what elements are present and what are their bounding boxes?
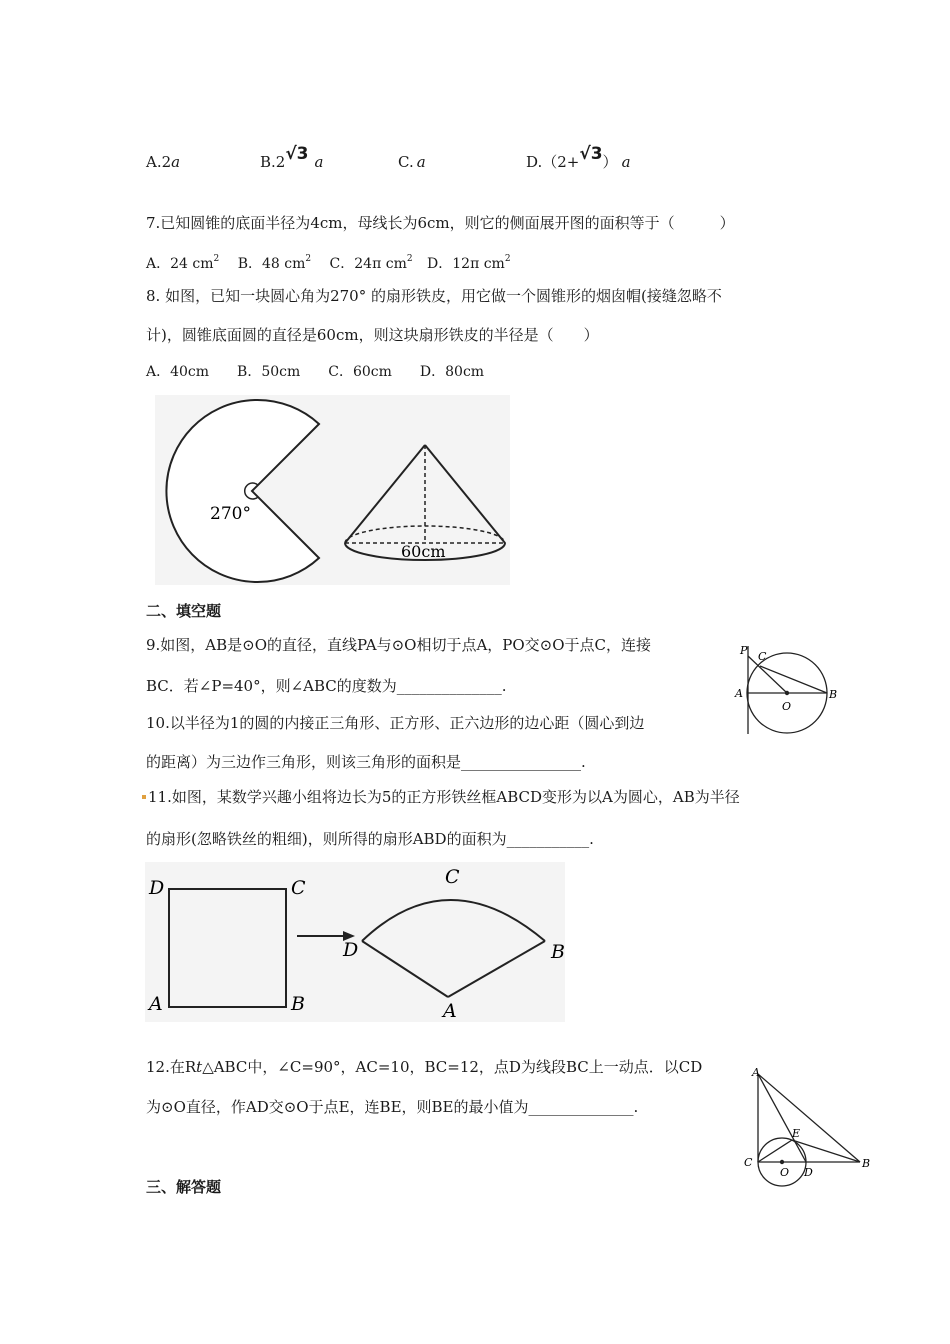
q9-line-bc [760, 666, 827, 693]
q12-label-c: C [744, 1156, 753, 1169]
q11-square-label-a: A [149, 993, 163, 1015]
section3-title: 三、解答题 [146, 1178, 222, 1196]
q8-figure [155, 395, 510, 585]
q9-line2: BC．若∠P=40°，则∠ABC的度数为______________. [146, 677, 507, 695]
q11-line1: 11.如图，某数学兴趣小组将边长为5的正方形铁丝框ABCD变形为以A为圆心，AB为半径 [148, 788, 740, 806]
q9-label-a: A [735, 687, 743, 700]
q12-figure [738, 1062, 876, 1192]
q11-square-label-c: C [291, 877, 306, 899]
q12-label-o: O [780, 1166, 790, 1179]
q9-label-p: P [740, 644, 748, 657]
q11-sector-label-b: B [551, 941, 565, 963]
q12-center-dot [780, 1160, 784, 1164]
q6-option-c: C. a [398, 153, 426, 171]
q8-stem-line1: 8. 如图，已知一块圆心角为270° 的扇形铁皮，用它做一个圆锥形的烟囱帽(接缝忽略不 [146, 287, 722, 305]
q11-sector-label-d: D [343, 939, 359, 961]
sector-angle-label: 270° [210, 504, 251, 524]
q12-label-e: E [792, 1127, 801, 1140]
section2-title: 二、填空题 [146, 602, 222, 620]
q12-line-ce [758, 1140, 792, 1162]
q11-sector-label-c: C [445, 866, 460, 888]
q12-label-d: D [804, 1166, 813, 1179]
q9-center-dot [785, 691, 789, 695]
margin-marker [142, 795, 146, 799]
q9-line1: 9.如图，AB是⊙O的直径，直线PA与⊙O相切于点A，PO交⊙O于点C，连接 [146, 636, 652, 654]
q6-option-d: D.（2+√3） a [526, 144, 631, 171]
q7-options: A．24 $cm^2$ B．48 $cm^2$ C．24π $cm^2$ D．12π $cm^2$ [146, 254, 511, 272]
q8-options: A．40cm B．50cm C．60cm D．80cm [146, 364, 485, 380]
q11-figure [145, 862, 565, 1022]
q9-label-c: C [758, 650, 767, 663]
q12-line1: 12.在Rt△ABC中，∠C=90°，AC=10，BC=12，点D为线段BC上一动点．以CD [146, 1058, 703, 1076]
q11-square-label-b: B [291, 993, 305, 1015]
q6-option-a: A.2a [146, 153, 181, 171]
q6-option-b: B.2√3 a [260, 144, 324, 171]
q12-line-be [792, 1140, 860, 1162]
q12-side-ab [758, 1074, 860, 1162]
q10-line1: 10.以半径为1的圆的内接正三角形、正方形、正六边形的边心距（圆心到边 [146, 714, 645, 732]
q7-stem: 7.已知圆锥的底面半径为4cm，母线长为6cm，则它的侧面展开图的面积等于（ ） [146, 214, 735, 232]
q8-stem-line2: 计)，圆锥底面圆的直径是60cm，则这块扇形铁皮的半径是（ ） [146, 326, 599, 344]
q11-square-label-d: D [149, 877, 165, 899]
q10-line2: 的距离）为三边作三角形，则该三角形的面积是________________. [146, 753, 586, 771]
q11-sector-label-a: A [443, 1000, 457, 1022]
q12-line-ad [758, 1074, 806, 1162]
q12-line2: 为⊙O直径，作AD交⊙O于点E，连BE，则BE的最小值为______________. [146, 1098, 639, 1116]
q9-label-o: O [782, 700, 792, 713]
q12-label-a: A [752, 1066, 760, 1079]
q12-label-b: B [862, 1157, 871, 1170]
cone-diameter-label: 60cm [401, 542, 446, 561]
q9-label-b: B [829, 688, 838, 701]
q11-line2: 的扇形(忽略铁丝的粗细)，则所得的扇形ABD的面积为___________. [146, 830, 594, 848]
q9-figure [732, 638, 842, 736]
